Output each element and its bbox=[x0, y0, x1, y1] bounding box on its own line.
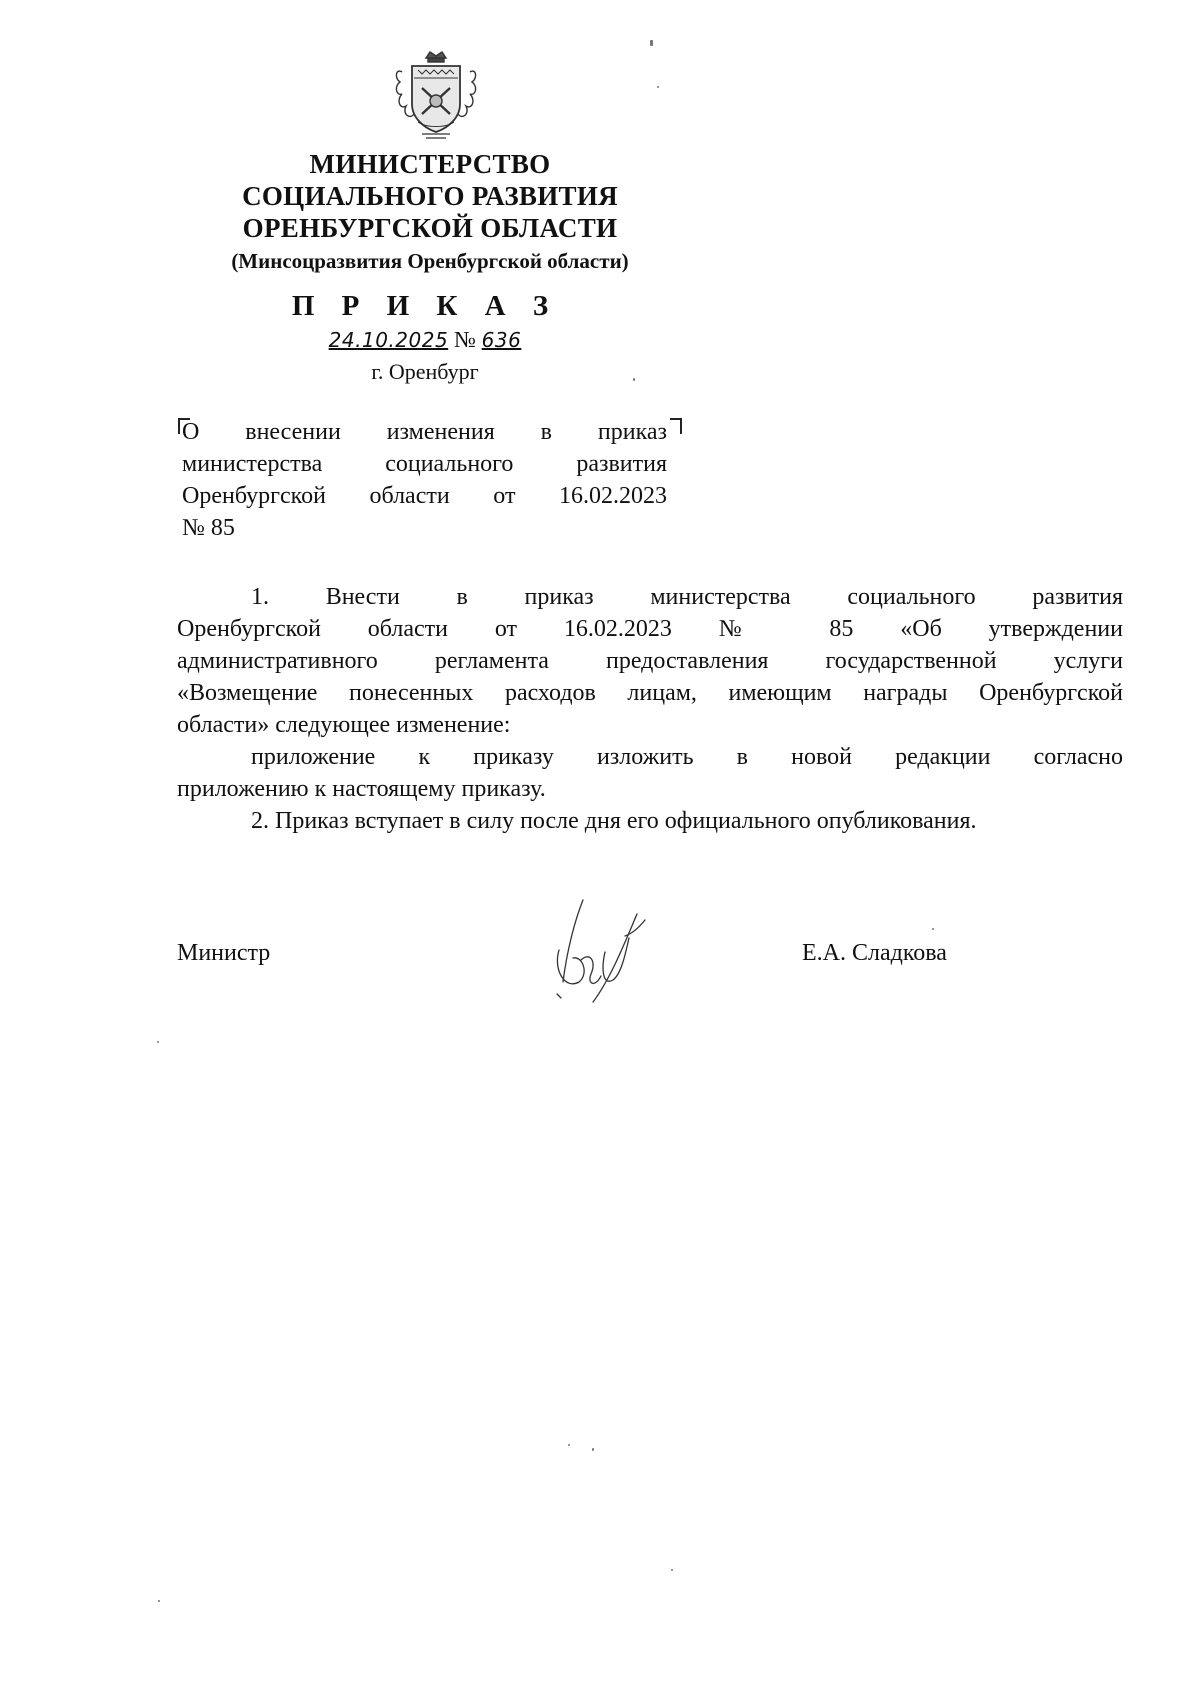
subject-line: № 85 bbox=[182, 515, 235, 541]
body-line: приложение к приказу изложить в новой редакции согласно bbox=[251, 744, 1123, 770]
scan-speck bbox=[633, 378, 635, 381]
order-city: г. Оренбург bbox=[371, 359, 479, 384]
subject-line: Оренбургской области от 16.02.2023 bbox=[182, 483, 667, 509]
order-date: 24.10.2025 bbox=[328, 328, 449, 352]
organization-heading bbox=[190, 148, 670, 274]
number-sign: № bbox=[453, 327, 476, 352]
scan-speck bbox=[932, 928, 934, 930]
signatory-position: Министр bbox=[177, 940, 271, 966]
scan-speck bbox=[657, 86, 659, 88]
scan-speck bbox=[650, 40, 653, 46]
body-line: «Возмещение понесенных расходов лицам, имеющим награды Оренбургской bbox=[177, 680, 1123, 706]
scan-speck bbox=[568, 1444, 570, 1446]
subject-bracket-right bbox=[670, 418, 682, 434]
body-line: Оренбургской области от 16.02.2023 № 85 «Об утверждении bbox=[177, 616, 1123, 642]
org-line-2: СОЦИАЛЬНОГО РАЗВИТИЯ bbox=[242, 181, 618, 211]
body-line: 1. Внести в приказ министерства социального развития bbox=[251, 584, 1123, 610]
body-line: 2. Приказ вступает в силу после дня его официального опубликования. bbox=[251, 808, 977, 834]
body-line: области» следующее изменение: bbox=[177, 712, 511, 738]
order-body bbox=[177, 581, 1123, 837]
org-short-name: (Минсоцразвития Оренбургской области) bbox=[231, 249, 629, 273]
scan-speck bbox=[158, 1600, 160, 1602]
subject-line: министерства социального развития bbox=[182, 451, 667, 477]
order-subject bbox=[182, 416, 667, 544]
subject-line: О внесении изменения в приказ bbox=[182, 419, 667, 445]
body-line: приложению к настоящему приказу. bbox=[177, 776, 546, 802]
order-date-number bbox=[290, 327, 560, 353]
scan-speck bbox=[592, 1448, 594, 1451]
scan-speck bbox=[671, 1569, 673, 1571]
order-title: П Р И К А З bbox=[291, 290, 559, 322]
order-number: 636 bbox=[481, 328, 522, 352]
coat-of-arms-emblem bbox=[392, 48, 480, 144]
signatory-name: Е.А. Сладкова bbox=[802, 940, 947, 966]
handwritten-signature bbox=[545, 890, 665, 1010]
body-line: административного регламента предоставления государственной услуги bbox=[177, 648, 1123, 674]
org-line-1: МИНИСТЕРСТВО bbox=[309, 149, 551, 179]
scan-speck bbox=[157, 1041, 159, 1043]
org-line-3: ОРЕНБУРГСКОЙ ОБЛАСТИ bbox=[242, 213, 618, 243]
